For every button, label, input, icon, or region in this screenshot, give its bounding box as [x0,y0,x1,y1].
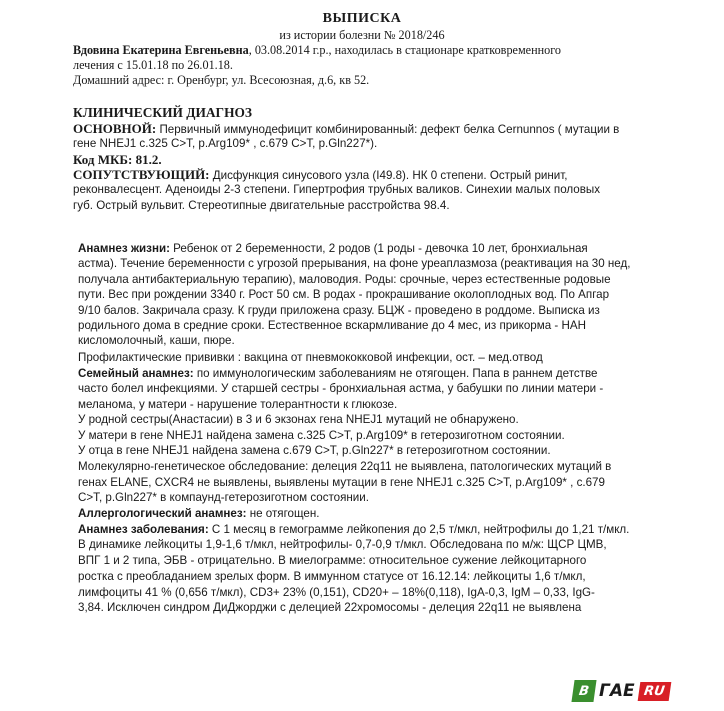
life-line-5: 9/10 балов. Закричала сразу. К груди приложена сразу. БЦЖ - проведено в роддоме. Выписка из [78,304,600,317]
genetic-line-3: C>T, p.Gln227* в компаунд-гетерозиготном состоянии. [78,491,369,504]
diagnosis-main-label: ОСНОВНОЙ: [73,121,157,136]
patient-line [73,43,561,57]
patient-period: лечения с 15.01.18 по 26.01.18. [73,58,233,72]
document-title: ВЫПИСКА [322,11,402,26]
genetic-line-1: Молекулярно-генетическое обследование: делеция 22q11 не выявлена, патологических мутаций в [78,460,612,473]
life-line-1 [78,242,588,256]
life-text-1: Ребенок от 2 беременности, 2 родов (1 роды - девочка 10 лет, бронхиальная [169,242,588,255]
family-line-2: часто болел инфекциями. У старшей сестры - бронхиальная астма, у бабушки по линии матери - [78,382,604,395]
concomitant-line-2: реконвалесцент. Аденоиды 2-3 степени. Гипертрофия трубных валиков. Синехии малых половых [73,183,601,196]
life-line-3: получала антибактериальную терапию), маловодия. Роды: срочные, через естественные родовые [78,273,611,286]
life-line-6: родильного дома в средние сроки. Естественное вскармливание до 4 мес, из прикорма - НАН [78,319,586,332]
disease-line-5: лимфоциты 41 % (0,656 т/мкл), CD3+ 23% (0,151), CD20+ – 18%(0,118), IgA-0,3, IgM – 0,33, IgG- [78,586,595,599]
mkb-value: 81.2. [132,152,162,167]
concomitant-text-1: Дисфункция синусового узла (I49.8). НК 0 степени. Острый ринит, [209,169,568,182]
patient-name: Вдовина Екатерина Евгеньевна [73,43,249,57]
watermark-logo-name: ГАЕ [599,681,635,701]
family-text-1: по иммунологическим заболеваниям не отягощен. Папа в раннем детстве [193,367,598,380]
family-label: Семейный анамнез: [78,367,194,380]
family-line-5: У матери в гене NHEJ1 найдена замена c.325 C>T, p.Arg109* в гетерозиготном состоянии. [78,429,565,442]
concomitant-line-1 [73,168,568,183]
concomitant-line-3: губ. Острый вульвит. Стереотипные двигательные расстройства 98.4. [73,199,450,212]
watermark-logo-domain: RU [637,682,670,701]
allergy-label: Аллергологический анамнез: [78,507,247,520]
family-line-6: У отца в гене NHEJ1 найдена замена c.679 C>T, p.Gln227* в гетерозиготном состоянии. [78,444,551,457]
diagnosis-main-line-2: гене NHEJ1 c.325 C>T, p.Arg109* , c.679 C>T, p.Gln227*). [73,137,378,150]
diagnosis-main-text-1: Первичный иммунодефицит комбинированный: дефект белка Cernunnos ( мутации в [156,123,620,136]
diagnosis-heading: КЛИНИЧЕСКИЙ ДИАГНОЗ [73,105,252,120]
life-line-4: пути. Вес при рождении 3340 г. Рост 50 см. В родах - прокрашивание околоплодных вод. По Апгар [78,288,610,301]
allergy-line [78,507,319,521]
disease-label: Анамнез заболевания: [78,523,209,536]
mkb-line [73,153,162,167]
genetic-line-2: генах ELANE, CXCR4 не выявлены, выявлены мутации в гене NHEJ1 c.325 C>T, p.Arg109* , c.679 [78,476,605,489]
allergy-value: не отягощен. [246,507,320,520]
disease-line-2: В динамике лейкоциты 1,9-1,6 т/мкл, нейтрофилы- 0,7-0,9 т/мкл. Обследована по м/ж: ЩСР ЦМВ, [78,538,607,551]
vaccination-line: Профилактические прививки : вакцина от пневмококковой инфекции, ост. – мед.отвод [78,351,543,364]
life-label: Анамнез жизни: [78,242,170,255]
mkb-label: Код МКБ: [73,152,133,167]
family-line-3: меланома, у матери - нарушение толерантности к глюкозе. [78,398,398,411]
family-line-4: У родной сестры(Анастасии) в 3 и 6 экзонах гена NHEJ1 мутаций не обнаружено. [78,413,519,426]
concomitant-label: СОПУТСТВУЮЩИЙ: [73,167,210,182]
disease-line-4: ростка с преобладанием зрелых форм. В иммунном статусе от 16.12.14: лейкоциты 1,6 т/мкл, [78,570,586,583]
life-line-7: кисломолочный, каши, пюре. [78,334,235,347]
patient-birth: , 03.08.2014 г.р., находилась в стационаре кратковременного [248,43,561,57]
patient-address: Домашний адрес: г. Оренбург, ул. Всесоюзная, д.6, кв 52. [73,73,370,87]
disease-line-6: 3,84. Исключен синдром ДиДжорджи с делецией 22хромосомы - делеция 22q11 не выявлена [78,601,582,614]
disease-text-1: С 1 месяц в гемограмме лейкопения до 2,5 т/мкл, нейтрофилы до 1,21 т/мкл. [208,523,630,536]
watermark-logo-letter: В [571,680,596,702]
document-subtitle: из истории болезни № 2018/246 [279,28,445,42]
disease-line-1 [78,523,629,537]
disease-line-3: ВПГ 1 и 2 типа, ЭБВ - отрицательно. В миелограмме: относительное сужение лейкоцитарного [78,554,587,567]
family-line-1 [78,367,597,381]
life-line-2: астма). Течение беременности с угрозой прерывания, на фоне уреаплазмоза (реактивация на 30 нед, [78,257,631,270]
watermark-logo [573,680,669,702]
diagnosis-main-line-1 [73,122,619,137]
